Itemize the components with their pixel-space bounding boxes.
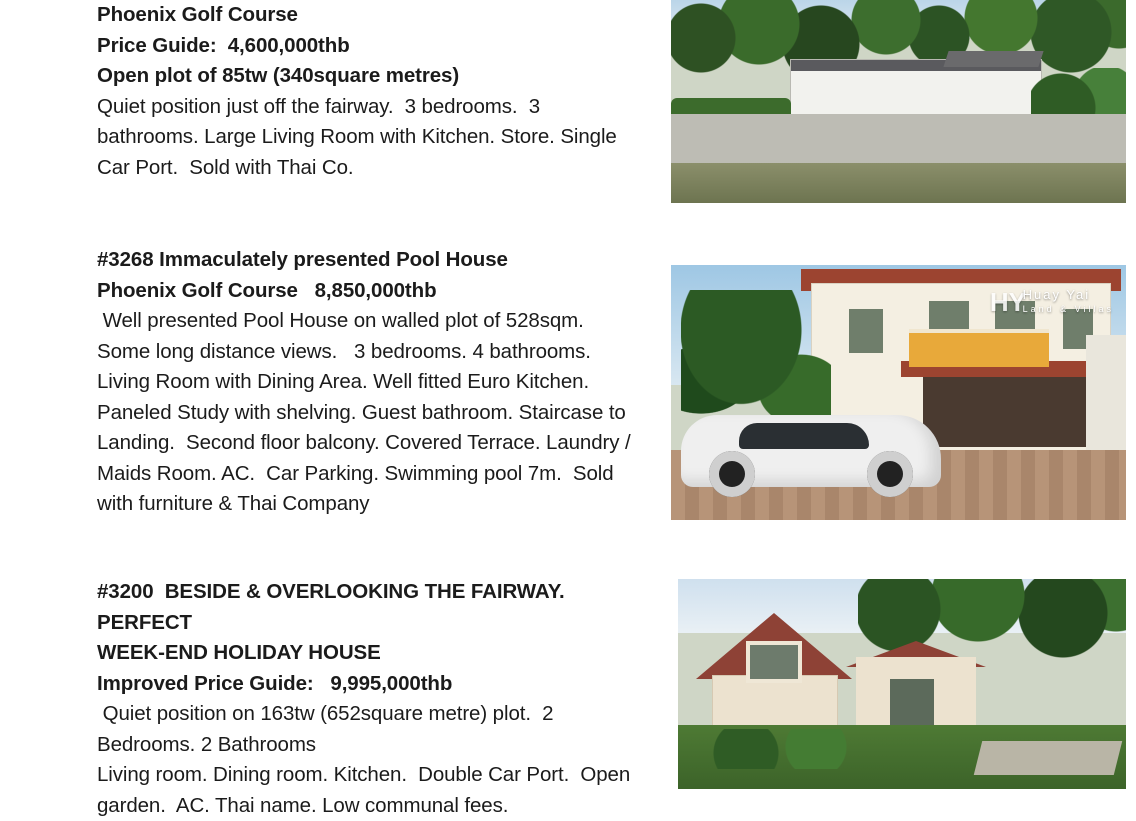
listing-line: #3200 BESIDE & OVERLOOKING THE FAIRWAY. PERFECT [97,577,667,638]
listing-line: Well presented Pool House on walled plot of 528sqm. [97,306,657,337]
listing-line: WEEK-END HOLIDAY HOUSE [97,638,667,669]
watermark-title: Huay Yai [1023,287,1114,302]
listing-text-block [97,245,657,520]
listing-line: Price Guide: 4,600,000thb [97,31,657,62]
listing-text-block [97,577,667,821]
listing-line: garden. AC. Thai name. Low communal fees. [97,791,667,821]
gabled-holiday-house-photo [678,579,1126,789]
listing-line: Living room. Dining room. Kitchen. Double Car Port. Open [97,760,667,791]
listing-line: Some long distance views. 3 bedrooms. 4 bathrooms. [97,337,657,368]
listing-line: Phoenix Golf Course [97,0,657,31]
listing-line: with furniture & Thai Company [97,489,657,520]
listing-line: Landing. Second floor balcony. Covered Terrace. Laundry / [97,428,657,459]
listing-photo [671,0,1126,203]
listing-line: Quiet position on 163tw (652square metre) plot. 2 [97,699,667,730]
listing-line: Living Room with Dining Area. Well fitted Euro Kitchen. [97,367,657,398]
listing-line: Paneled Study with shelving. Guest bathroom. Staircase to [97,398,657,429]
listing-line: Improved Price Guide: 9,995,000thb [97,669,667,700]
listing-photo [678,579,1126,789]
parked-car [681,415,941,487]
listing-text-block [97,0,657,183]
watermark-subtitle: Land & Villas [1023,302,1114,317]
watermark-monogram: HY [990,287,1026,318]
white-bungalow-driveway-photo [671,0,1126,203]
listing-line: Car Port. Sold with Thai Co. [97,153,657,184]
watermark-text [1023,287,1114,317]
listing-line: #3268 Immaculately presented Pool House [97,245,657,276]
listing-line: Open plot of 85tw (340square metres) [97,61,657,92]
listing-line: Bedrooms. 2 Bathrooms [97,730,667,761]
listing-line: Maids Room. AC. Car Parking. Swimming pool 7m. Sold [97,459,657,490]
listing-photo [671,265,1126,520]
two-storey-pool-house-photo [671,265,1126,520]
listing-line: Quiet position just off the fairway. 3 bedrooms. 3 [97,92,657,123]
listing-line: bathrooms. Large Living Room with Kitchen. Store. Single [97,122,657,153]
listing-line: Phoenix Golf Course 8,850,000thb [97,276,657,307]
